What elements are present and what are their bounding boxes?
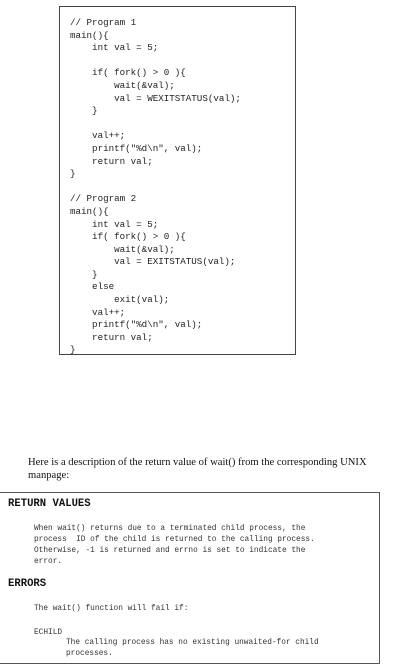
code-listing-box [59,6,296,355]
errors-intro: The wait() function will fail if: [34,605,189,613]
wait-description: Here is a description of the return value of wait() from the corresponding UNIX manpage: [28,457,367,481]
error-code-text: The calling process has no existing unwaited-for child processes. [66,639,319,658]
code-listing: // Program 1 main(){ int val = 5; if( fork() > 0 ){ wait(&val); val = WEXITSTATUS(val); } val++; printf("%d\n", val); return val; } // Program 2 main(){ int val = 5; if( fork() > 0 ){ wait(&val); val = EXITSTATUS(val); } else exit(val); val++; printf("%d\n", val); return val; } [70,17,241,356]
return-values-text: When wait() returns due to a terminated child process, the process ID of the child is returned to the calling process. Otherwise, -1 is returned and errno is set to indicate the error. [34,525,315,566]
error-code: ECHILD [34,629,63,637]
errors-heading: ERRORS [8,578,47,590]
return-values-heading: RETURN VALUES [8,498,91,510]
